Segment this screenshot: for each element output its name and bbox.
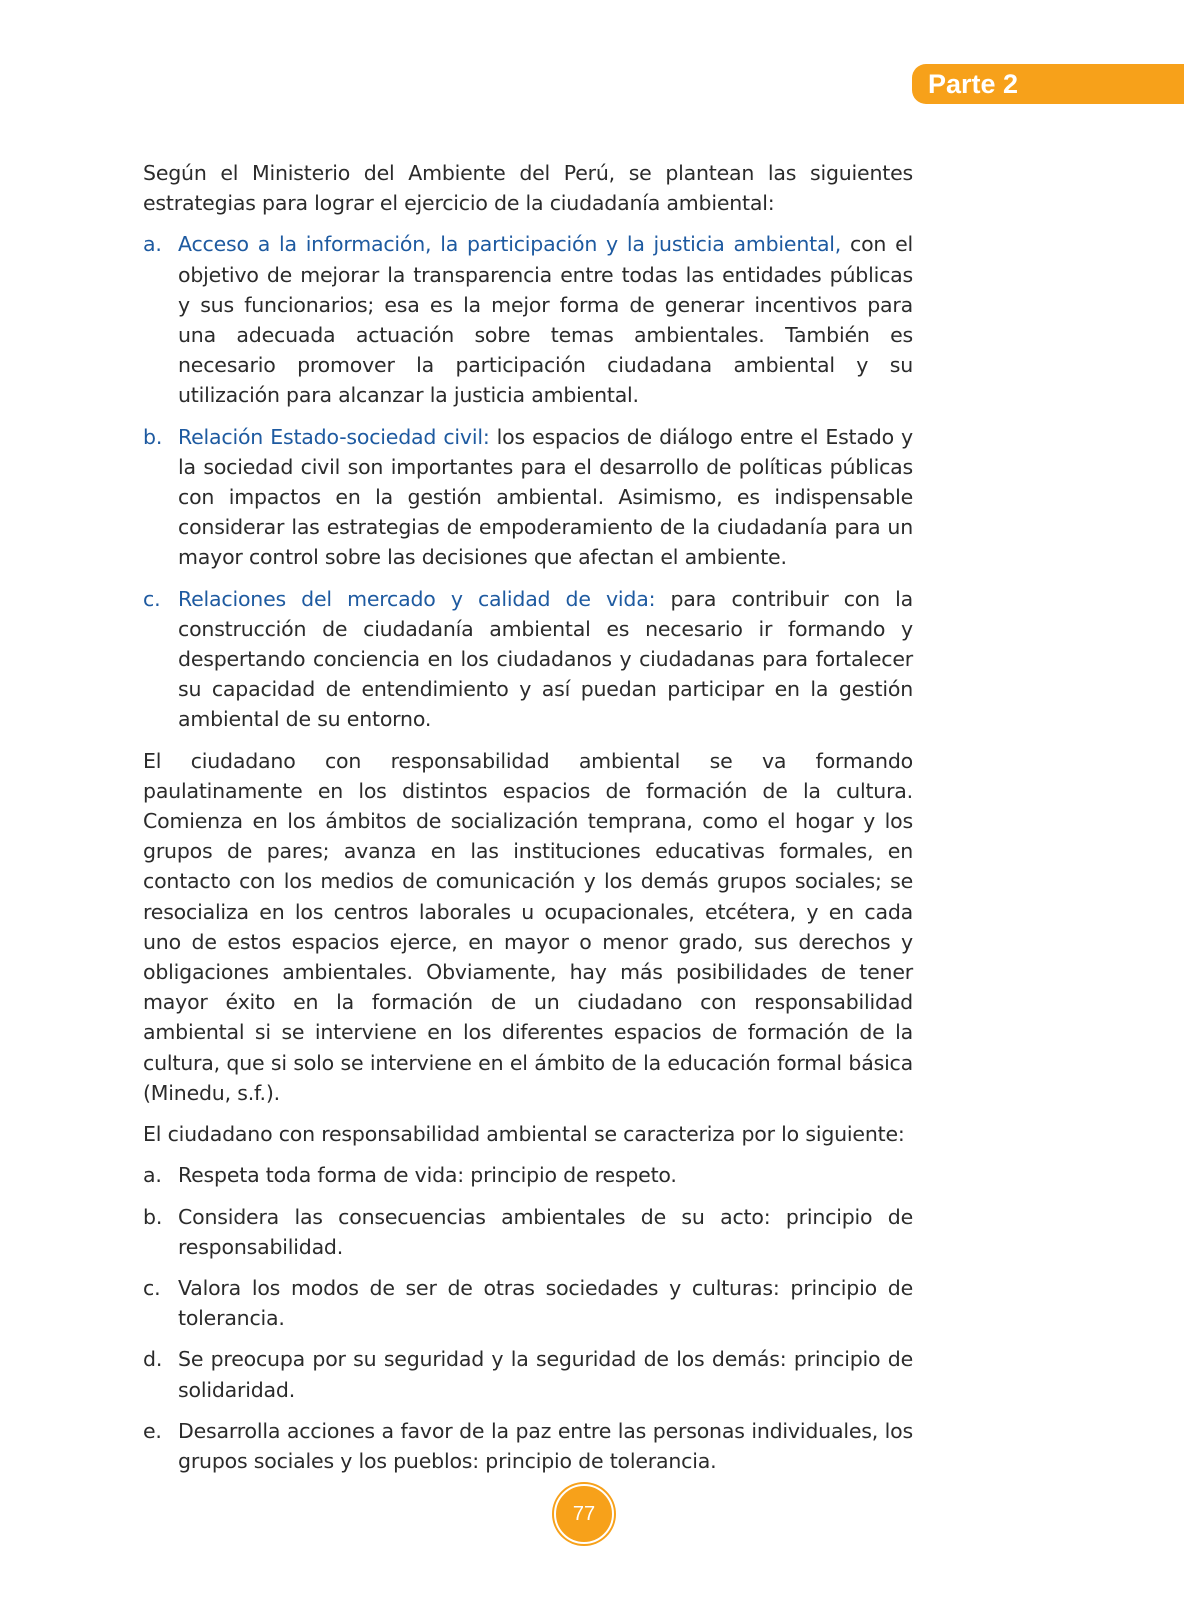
trait-text: Considera las consecuencias ambientales de su acto: principio de responsabilidad. — [178, 1204, 913, 1259]
trait-marker: b. — [143, 1204, 163, 1229]
trait-text: Respeta toda forma de vida: principio de respeto. — [178, 1163, 677, 1188]
intro-paragraph: Según el Ministerio del Ambiente del Perú, se plantean las siguientes estrategias para lograr el ejercicio de la ciudadanía ambiental: — [143, 161, 913, 216]
strategy-title: Acceso a la información, la participación y la justicia ambiental, — [178, 232, 842, 257]
section-tab — [912, 64, 1184, 104]
strategy-marker: b. — [143, 424, 163, 449]
strategy-body: los espacios de diálogo entre el Estado y la sociedad civil son importantes para el desarrollo de políticas públicas con impactos en la gestión ambiental. Asimismo, es indispensable considerar las estrategias de empoderamiento de la ciudadanía para un mayor control sobre las decisiones que afectan el ambiente. — [178, 424, 913, 570]
strategy-body: con el objetivo de mejorar la transparencia entre todas las entidades públicas y sus funcionarios; esa es la mejor forma de generar incentivos para una adecuada actuación sobre temas ambientales. También es necesario promover la participación ciudadana ambiental y su utilización para alcanzar la justicia ambiental. — [178, 232, 913, 408]
trait-marker: a. — [143, 1163, 162, 1188]
trait-item-e — [143, 1416, 913, 1476]
strategy-body: para contribuir con la construcción de ciudadanía ambiental es necesario ir formando y despertando conciencia en los ciudadanos y ciudadanas para fortalecer su capacidad de entendimiento y así puedan participar en la gestión ambiental de su entorno. — [178, 586, 913, 732]
page-number: 77 — [572, 1503, 596, 1525]
trait-marker: d. — [143, 1347, 163, 1372]
body-paragraph-2: El ciudadano con responsabilidad ambiental se va formando paulatinamente en los distintos espacios de formación de la cultura. Comienza en los ámbitos de socialización temprana, como el hogar y los grupos de pares; avanza en las instituciones educativas formales, en contacto con los medios de comunicación y los demás grupos sociales; se resocializa en los centros laborales u ocupacionales, etcétera, y en cada uno de estos espacios ejerce, en mayor o menor grado, sus derechos y obligaciones ambientales. Obviamente, hay más posibilidades de tener mayor éxito en la formación de un ciudadano con responsabilidad ambiental si se interviene en los diferentes espacios de formación de la cultura, que si solo se interviene en el ámbito de la educación formal básica (Minedu, s.f.). — [143, 748, 913, 1105]
trait-text: Valora los modos de ser de otras sociedades y culturas: principio de tolerancia. — [178, 1275, 913, 1331]
strategy-title: Relaciones del mercado y calidad de vida: — [178, 586, 656, 611]
trait-item-c — [143, 1273, 913, 1333]
strategy-title: Relación Estado-sociedad civil: — [178, 424, 490, 449]
body-paragraph-3: El ciudadano con responsabilidad ambiental se caracteriza por lo siguiente: — [143, 1122, 905, 1147]
strategy-text — [178, 584, 913, 735]
trait-item-d — [143, 1344, 913, 1404]
trait-text: Desarrolla acciones a favor de la paz entre las personas individuales, los grupos sociales y los pueblos: principio de tolerancia. — [178, 1418, 913, 1473]
strategy-text — [178, 229, 913, 410]
strategy-text — [178, 422, 913, 573]
strategy-marker: a. — [143, 232, 162, 257]
page-number-badge — [554, 1484, 614, 1544]
strategy-item-c — [143, 584, 913, 735]
strategy-item-b — [143, 422, 913, 573]
page-content — [143, 158, 913, 1487]
strategy-marker: c. — [143, 586, 161, 611]
trait-marker: e. — [143, 1418, 162, 1443]
trait-text: Se preocupa por su seguridad y la seguridad de los demás: principio de solidaridad. — [178, 1347, 913, 1402]
section-tab-label: Parte 2 — [928, 69, 1019, 99]
strategy-item-a — [143, 229, 913, 410]
trait-item-b — [143, 1202, 913, 1262]
trait-item-a — [143, 1160, 913, 1190]
trait-marker: c. — [143, 1275, 161, 1300]
